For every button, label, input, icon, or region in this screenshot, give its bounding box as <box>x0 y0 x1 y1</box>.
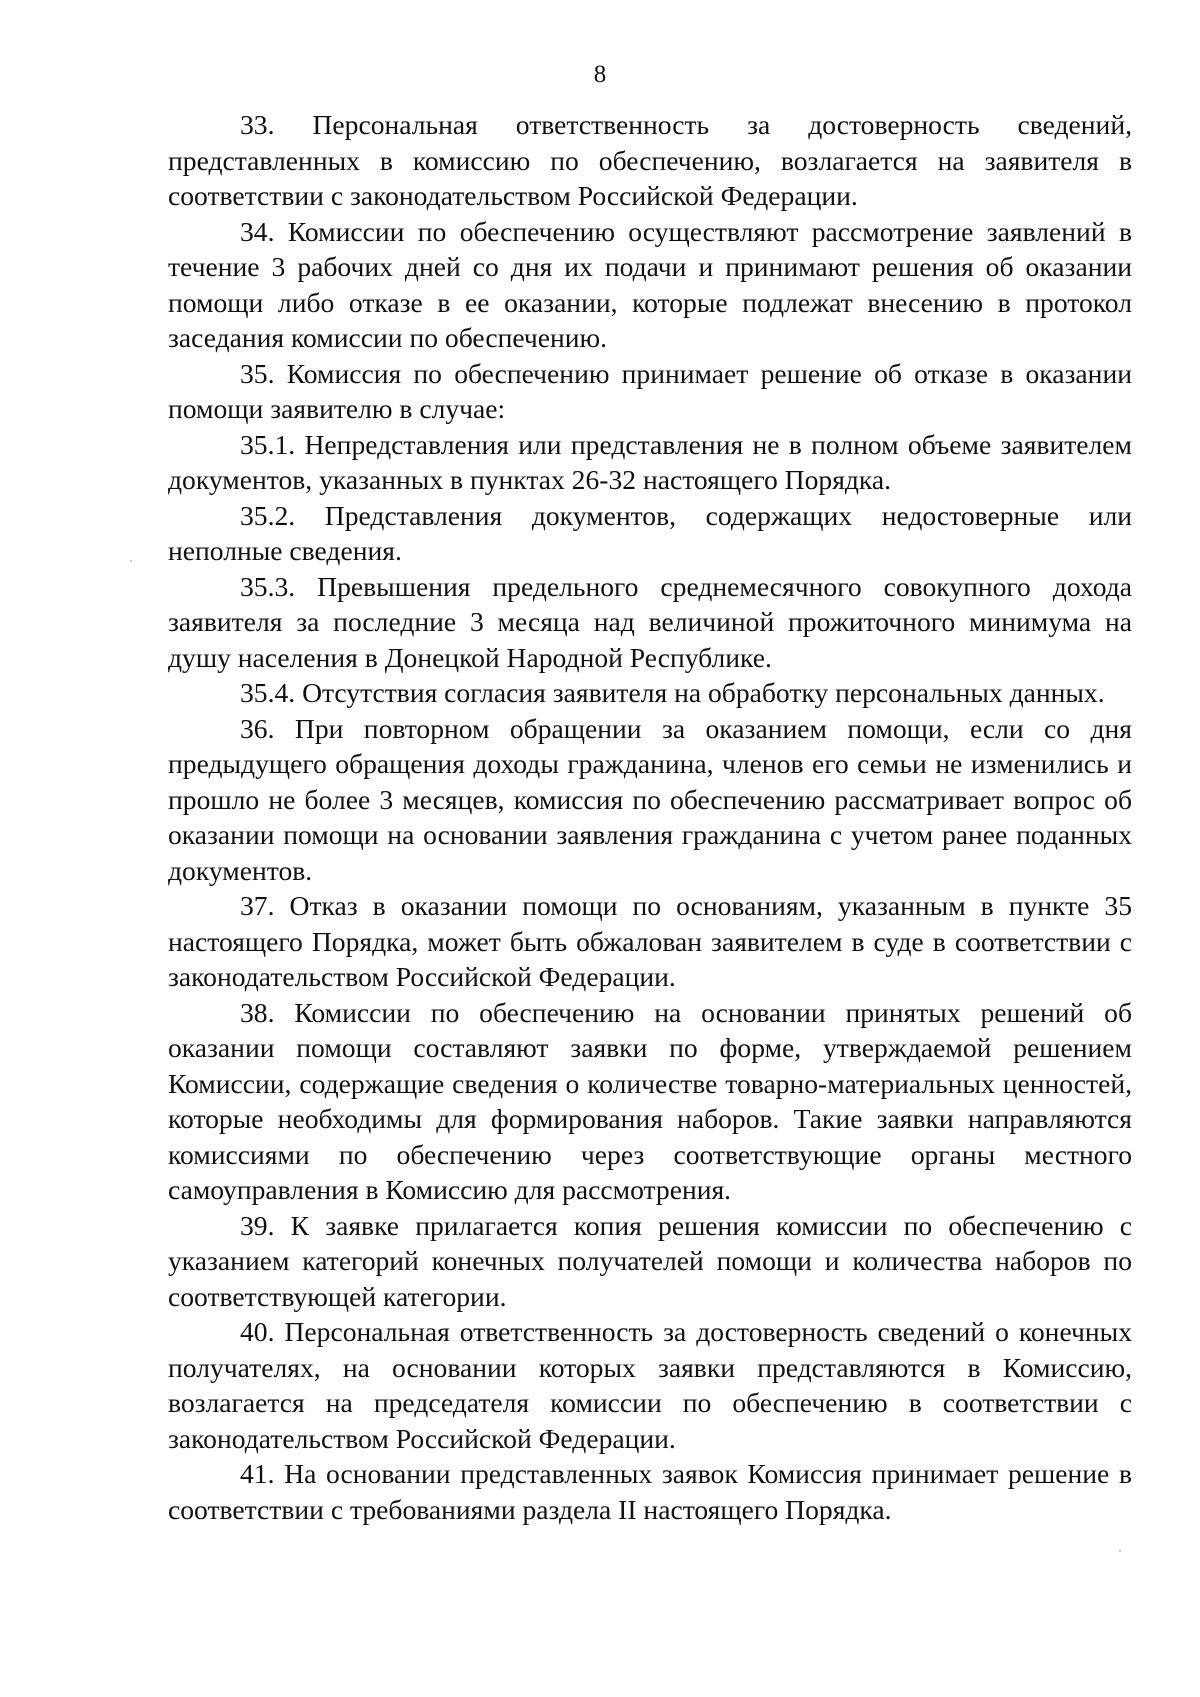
paragraph-text: Превышения предельного среднемесячного совокупного дохода заявителя за последние 3 месяца над величиной прожиточного минимума на душу населения в Донецкой Народной Республике. <box>168 570 1132 673</box>
paragraph-text: Персональная ответственность за достоверность сведений, представленных в комиссию по обеспечению, возлагается на заявителя в соответствии с законодательством Российской Федерации. <box>168 109 1132 211</box>
scan-speck <box>1119 1550 1121 1552</box>
page-number: 8 <box>593 61 607 88</box>
paragraph-number: 33. <box>240 109 275 140</box>
paragraph-text: Комиссии по обеспечению на основании принятых решений об оказании помощи составляют заявки по форме, утверждаемой решением Комиссии, содержащие сведения о количестве товарно-материальных ценностей, которые необходимы для формирования наборов. Такие заявки направляются комиссиями по обеспечению через соответствующие органы местного самоуправления в Комиссию для рассмотрения. <box>168 996 1132 1205</box>
paragraph-41 <box>168 1456 1132 1527</box>
paragraph-number: 35.3. <box>240 570 296 602</box>
document-body <box>168 107 1132 1527</box>
paragraph-number: 41. <box>240 1458 275 1489</box>
scan-speck <box>130 560 132 562</box>
paragraph-number: 34. <box>240 215 275 247</box>
paragraph-34 <box>168 214 1132 356</box>
paragraph-35-4 <box>168 675 1132 711</box>
paragraph-text: Представления документов, содержащих недостоверные или неполные сведения. <box>168 499 1132 566</box>
paragraph-text: При повторном обращении за оказанием помощи, если со дня предыдущего обращения доходы гражданина, членов его семьи не изменились и прошло не более 3 месяцев, комиссия по обеспечению рассматривает вопрос об оказании помощи на основании заявления гражданина с учетом ранее поданных документов. <box>168 712 1132 886</box>
paragraph-40 <box>168 1314 1132 1456</box>
paragraph-number: 36. <box>240 712 275 744</box>
paragraph-33 <box>168 107 1132 214</box>
paragraph-number: 40. <box>240 1316 275 1347</box>
paragraph-text: Отказ в оказании помощи по основаниям, указанным в пункте 35 настоящего Порядка, может быть обжалован заявителем в суде в соответствии с законодательством Российской Федерации. <box>168 890 1133 992</box>
paragraph-text: Комиссии по обеспечению осуществляют рассмотрение заявлений в течение 3 рабочих дней со дня их подачи и принимают решения об оказании помощи либо отказе в ее оказании, которые подлежат внесению в протокол заседания комиссии по обеспечению. <box>168 215 1132 353</box>
paragraph-36 <box>168 711 1132 889</box>
paragraph-35-1 <box>168 427 1132 498</box>
paragraph-number: 38. <box>240 996 275 1028</box>
paragraph-35 <box>168 356 1132 427</box>
paragraph-text: Непредставления или представления не в полном объеме заявителем документов, указанных в пунктах 26-32 настоящего Порядка. <box>168 428 1132 495</box>
paragraph-39 <box>168 1208 1132 1315</box>
paragraph-number: 35.4. <box>240 677 296 708</box>
paragraph-number: 37. <box>240 890 275 921</box>
paragraph-text: К заявке прилагается копия решения комиссии по обеспечению с указанием категорий конечных получателей помощи и количества наборов по соответствующей категории. <box>168 1209 1132 1312</box>
paragraph-number: 39. <box>240 1209 275 1241</box>
paragraph-text: Отсутствия согласия заявителя на обработку персональных данных. <box>302 677 1105 708</box>
paragraph-text: Персональная ответственность за достоверность сведений о конечных получателях, на основании которых заявки представляются в Комиссию, возлагается на председателя комиссии по обеспечению в соответствии с законодательством Российской Федерации. <box>168 1316 1132 1454</box>
paragraph-number: 35.1. <box>240 428 296 460</box>
paragraph-text: Комиссия по обеспечению принимает решение об отказе в оказании помощи заявителю в случае: <box>168 357 1132 424</box>
paragraph-35-3 <box>168 569 1132 676</box>
paragraph-38 <box>168 995 1132 1208</box>
paragraph-number: 35. <box>240 357 275 389</box>
paragraph-text: На основании представленных заявок Комиссия принимает решение в соответствии с требованиями раздела II настоящего Порядка. <box>168 1458 1132 1525</box>
paragraph-number: 35.2. <box>240 499 296 531</box>
paragraph-35-2 <box>168 498 1132 569</box>
paragraph-37 <box>168 888 1132 995</box>
